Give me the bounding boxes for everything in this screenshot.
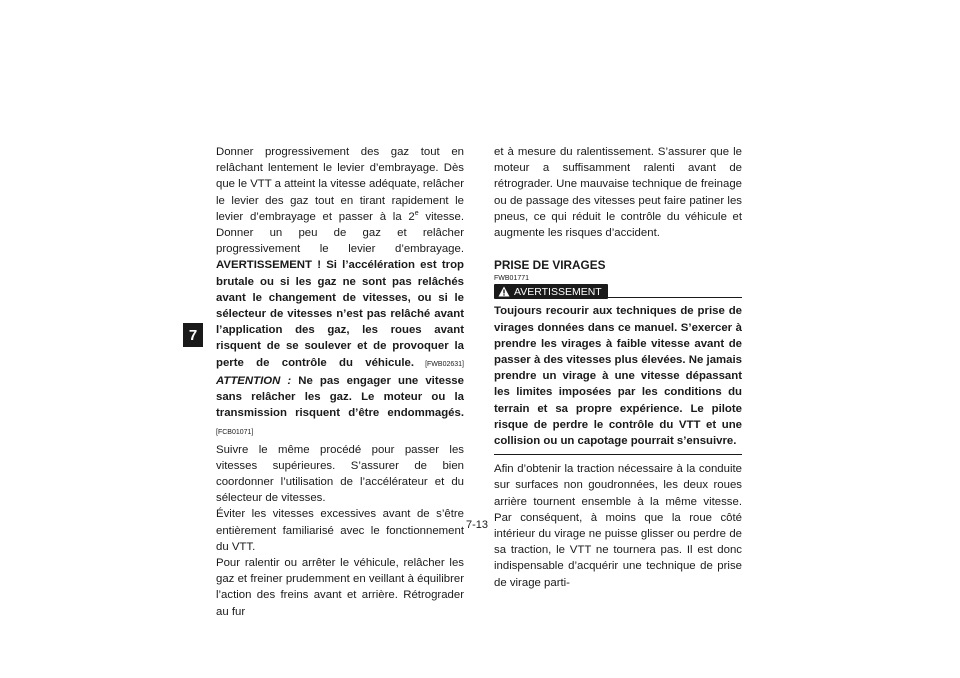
superscript: e (414, 210, 419, 218)
left-column (216, 144, 464, 620)
warning-text: Toujours recourir aux techniques de prise de virages données dans ce manuel. S’exercer à prendre les virages à faible vitesse avant de passer à des vitesses plus élevées. Ne jamais prendre un virage à une vitesse dépassant les limites imposées par les conditions du terrain et sa propre expérience. Le pilote risque de perdre le contrôle du VTT et une collision ou un capotage pourrait s’ensuivre. (494, 305, 742, 448)
warning-header (494, 284, 742, 299)
attention-code: [FCB01071] (216, 429, 254, 437)
divider (608, 297, 742, 298)
text: vitesse. Donner un peu de gaz et relâcher progressivement le levier d’embrayage. (216, 210, 464, 256)
attention-label: ATTENTION : (216, 374, 292, 387)
paragraph-traction: Afin d’obtenir la traction nécessaire à la conduite sur surfaces non goudronnées, les deux roues arrière tournent ensemble à la même vitesse. Par conséquent, à moins que la roue côté intérieur du virage ne puisse glisser ou perdre de sa traction, le VTT ne tournera pas. Il est donc indispensable d’acquérir une technique de prise de virage parti- (494, 463, 742, 589)
paragraph-upshift: Suivre le même procédé pour passer les vitesses supérieures. S’assurer de bien coordonner l’utilisation de l’accélérateur et du sélecteur de vitesses. (216, 443, 464, 505)
warning-code: [FWB02631] (414, 360, 464, 368)
paragraph-braking: Pour ralentir ou arrêter le véhicule, relâcher les gaz et freiner prudemment en veillant à équilibrer l’action des freins avant et arrière. Rétrograder au fur (216, 557, 464, 618)
divider (494, 454, 742, 455)
warning-code: FWB01771 (494, 275, 530, 283)
paragraph-speed: Éviter les vitesses excessives avant de s’être entièrement familiarisé avec le fonctionnement du VTT. (216, 508, 464, 553)
chapter-tab: 7 (183, 323, 203, 347)
attention-text: Ne pas engager une vitesse sans relâcher les gaz. Le moteur ou la transmission risquent d’être endommagés. (216, 374, 464, 420)
warning-inline: AVERTISSEMENT ! Si l’accélération est trop brutale ou si les gaz ne sont pas relâchés avant le changement de vitesses, ou si le sélecteur de vitesses n’est pas relâché avant l’application des gaz, les roues avant risquent de se soulever et de provoquer la perte de contrôle du véhicule. (216, 259, 464, 369)
paragraph-start-gear (216, 144, 464, 442)
section-heading: PRISE DE VIRAGES (494, 258, 606, 273)
warning-badge (494, 284, 608, 299)
text: Donner progressivement des gaz tout en relâchant lentement le levier d’embrayage. Dès que le VTT a atteint la vitesse adéquate, relâcher le levier des gaz tout en tirant rapidement le levier d’embrayage et passer à la 2 (216, 146, 465, 223)
page-number: 7-13 (466, 519, 489, 531)
right-column (494, 144, 742, 591)
warning-badge-label: AVERTISSEMENT (514, 285, 602, 298)
paragraph-downshift: et à mesure du ralentissement. S’assurer que le moteur a suffisamment ralenti avant de rétrograder. Une mauvaise technique de freinage ou de passage des vitesses peut faire patiner les pneus, ce qui réduit le contrôle du véhicule et augmente les risques d’accident. (494, 146, 742, 240)
warning-triangle-icon (498, 286, 510, 297)
